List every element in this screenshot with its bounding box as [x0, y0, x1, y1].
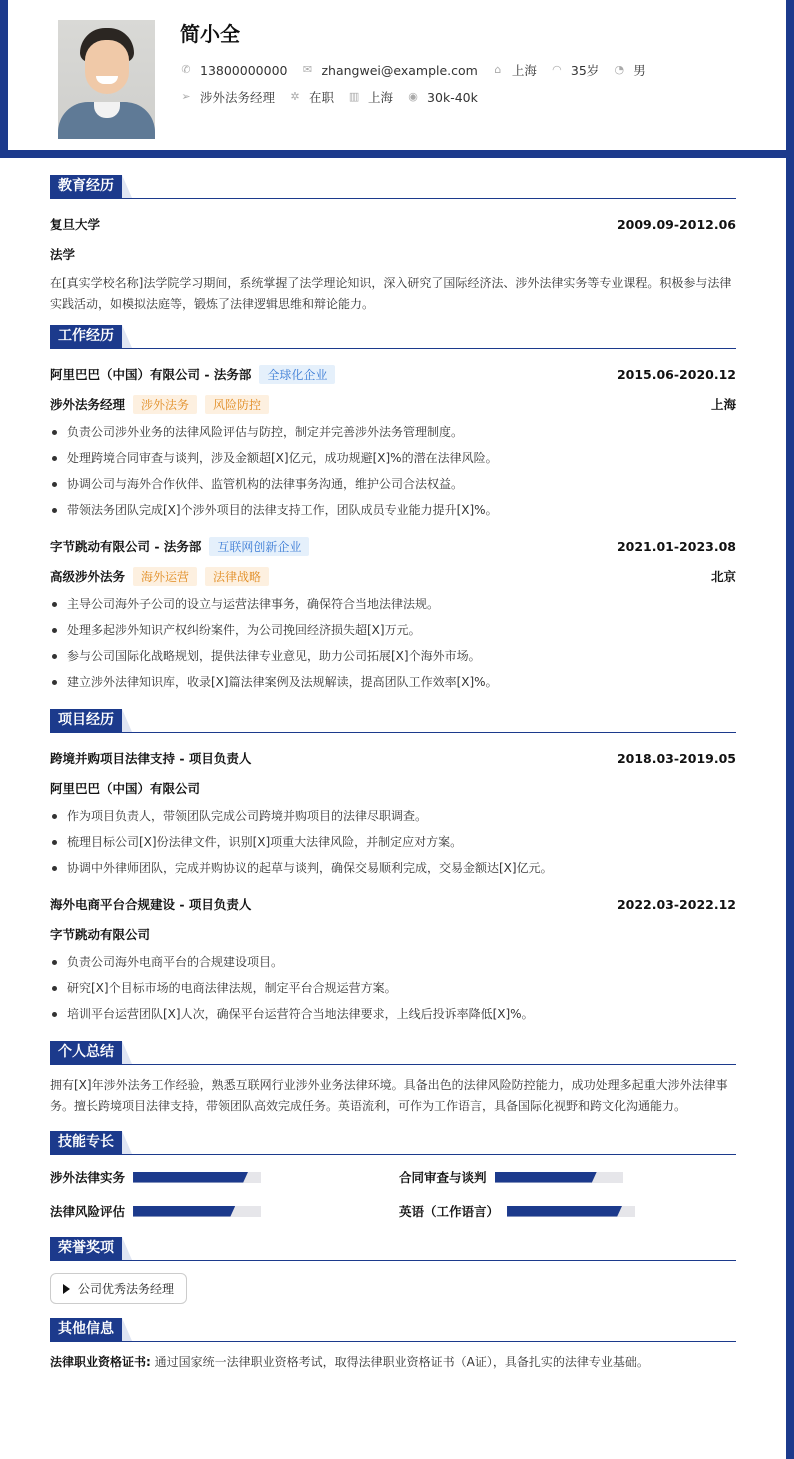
skill-item — [399, 1165, 736, 1189]
skill-name: 合同审查与谈判 — [399, 1170, 487, 1185]
age: 35岁 — [570, 63, 600, 78]
list-item: 参与公司国际化战略规划，提供法律专业意见，助力公司拓展[X]个海外市场。 — [50, 643, 736, 669]
summary-text: 拥有[X]年涉外法务工作经验，熟悉互联网行业涉外业务法律环境。具备出色的法律风险防控能力，成功处理多起重大涉外法律事务。擅长跨境项目法律支持，带领团队高效完成任务。英语流利，可作为工作语言，具备国际化视野和跨文化沟通能力。 — [50, 1078, 728, 1113]
company-name: 字节跳动有限公司 - 法务部 — [50, 538, 202, 554]
list-item: 负责公司海外电商平台的合规建设项目。 — [50, 949, 736, 975]
list-item: 处理多起涉外知识产权纠纷案件，为公司挽回经济损失超[X]万元。 — [50, 617, 736, 643]
skill-name: 法律风险评估 — [50, 1204, 126, 1219]
header-frame-bottom — [0, 150, 794, 158]
skill-bar — [495, 1172, 623, 1183]
job-tag: 法律战略 — [205, 567, 269, 586]
job-tag: 涉外法务 — [133, 395, 197, 414]
skill-bar — [507, 1206, 635, 1217]
project-period: 2018.03-2019.05 — [616, 750, 736, 766]
section-other — [50, 1318, 736, 1342]
email: zhangwei@example.com — [321, 62, 478, 78]
page-frame-right — [786, 0, 794, 1459]
list-item: 协调中外律师团队，完成并购协议的起草与谈判，确保交易顺利完成，交易金额达[X]亿元。 — [50, 855, 736, 881]
job-tag: 海外运营 — [133, 567, 197, 586]
section-education — [50, 175, 736, 199]
building-icon: ▥ — [348, 90, 360, 103]
other-info — [50, 1352, 736, 1373]
skill-bar-fill — [507, 1206, 622, 1217]
skill-bar — [133, 1206, 261, 1217]
project-name: 海外电商平台合规建设 - 项目负责人 — [50, 897, 252, 912]
skill-bar-fill — [495, 1172, 597, 1183]
work-entry — [50, 531, 736, 695]
work-city: 北京 — [710, 569, 736, 584]
project-entry — [50, 743, 736, 881]
school-name: 复旦大学 — [50, 217, 101, 232]
list-item: 建立涉外法律知识库，收录[X]篇法律案例及法规解读，提高团队工作效率[X]%。 — [50, 669, 736, 695]
section-awards — [50, 1237, 736, 1261]
skill-name: 英语（工作语言） — [399, 1204, 500, 1219]
skill-item — [50, 1199, 399, 1223]
project-company: 阿里巴巴（中国）有限公司 — [50, 781, 201, 796]
skill-item — [399, 1199, 736, 1223]
contact-row — [180, 61, 660, 79]
project-period: 2022.03-2022.12 — [616, 896, 736, 912]
list-item: 处理跨境合同审查与谈判，涉及金额超[X]亿元，成功规避[X]%的潜在法律风险。 — [50, 445, 736, 471]
home-icon: ⌂ — [494, 63, 502, 76]
section-title: 教育经历 — [50, 175, 122, 198]
candidate-name: 简小全 — [180, 22, 240, 46]
work-bullets — [50, 591, 736, 695]
play-icon — [63, 1284, 70, 1294]
section-skills — [50, 1131, 736, 1155]
job-title: 涉外法务经理 — [50, 396, 126, 412]
company-tag: 互联网创新企业 — [209, 537, 309, 556]
resume-header — [8, 0, 786, 150]
education-period: 2009.09-2012.06 — [616, 216, 736, 232]
company-tag: 全球化企业 — [259, 365, 335, 384]
target-city: 上海 — [368, 90, 394, 105]
resume-body — [50, 175, 736, 1383]
salary: 30k-40k — [427, 89, 478, 105]
work-period: 2015.06-2020.12 — [616, 366, 736, 382]
gender-icon: ◔ — [614, 63, 625, 76]
list-item: 负责公司涉外业务的法律风险评估与防控，制定并完善涉外法务管理制度。 — [50, 419, 736, 445]
avatar — [58, 20, 155, 139]
list-item: 协调公司与海外合作伙伴、监管机构的法律事务沟通，维护公司合法权益。 — [50, 471, 736, 497]
target-position: 涉外法务经理 — [200, 90, 276, 105]
skill-bar-fill — [133, 1172, 248, 1183]
project-name: 跨境并购项目法律支持 - 项目负责人 — [50, 751, 252, 766]
list-item: 研究[X]个目标市场的电商法律法规，制定平台合规运营方案。 — [50, 975, 736, 1001]
section-title: 项目经历 — [50, 709, 122, 732]
section-title: 其他信息 — [50, 1318, 122, 1341]
salary-icon: ◉ — [408, 90, 418, 103]
work-entry — [50, 359, 736, 523]
section-projects — [50, 709, 736, 733]
project-bullets — [50, 949, 736, 1027]
job-tag: 风险防控 — [205, 395, 269, 414]
major: 法学 — [50, 247, 76, 262]
send-icon: ➢ — [181, 90, 191, 103]
award-item[interactable] — [50, 1273, 187, 1304]
list-item: 主导公司海外子公司的设立与运营法律事务，确保符合当地法律法规。 — [50, 591, 736, 617]
header-frame-left — [0, 0, 8, 158]
project-bullets — [50, 803, 736, 881]
skill-bar — [133, 1172, 261, 1183]
other-label: 法律职业资格证书: — [50, 1355, 151, 1369]
list-item: 梳理目标公司[X]份法律文件，识别[X]项重大法律风险，并制定应对方案。 — [50, 829, 736, 855]
work-bullets — [50, 419, 736, 523]
section-title: 技能专长 — [50, 1131, 122, 1154]
project-company: 字节跳动有限公司 — [50, 927, 151, 942]
list-item: 带领法务团队完成[X]个涉外项目的法律支持工作，团队成员专业能力提升[X]%。 — [50, 497, 736, 523]
location: 上海 — [511, 63, 537, 78]
job-title: 高级涉外法务 — [50, 568, 126, 584]
other-text: 通过国家统一法律职业资格考试，取得法律职业资格证书（A证），具备扎实的法律专业基础。 — [154, 1355, 649, 1369]
list-item: 培训平台运营团队[X]人次，确保平台运营符合当地法律要求，上线后投诉率降低[X]%。 — [50, 1001, 736, 1027]
age-icon: ◠ — [552, 63, 562, 76]
skill-item — [50, 1165, 399, 1189]
work-period: 2021.01-2023.08 — [616, 538, 736, 554]
phone-icon: ✆ — [181, 63, 191, 76]
education-description: 在[真实学校名称]法学院学习期间，系统掌握了法学理论知识，深入研究了国际经济法、涉外法律实务等专业课程。积极参与法律实践活动，如模拟法庭等，锻炼了法律逻辑思维和辩论能力。 — [50, 276, 732, 311]
work-city: 上海 — [710, 397, 736, 412]
mail-icon: ✉ — [302, 63, 313, 76]
section-title: 工作经历 — [50, 325, 122, 348]
list-item: 作为项目负责人，带领团队完成公司跨境并购项目的法律尽职调查。 — [50, 803, 736, 829]
job-intent-row — [180, 88, 492, 106]
project-entry — [50, 889, 736, 1027]
gender: 男 — [633, 63, 646, 78]
section-title: 荣誉奖项 — [50, 1237, 122, 1260]
skill-bar-fill — [133, 1206, 235, 1217]
skills-grid — [50, 1165, 736, 1223]
phone: 13800000000 — [200, 62, 288, 78]
company-name: 阿里巴巴（中国）有限公司 - 法务部 — [50, 366, 252, 382]
skill-name: 涉外法律实务 — [50, 1170, 126, 1185]
gear-icon: ✲ — [290, 90, 300, 103]
section-work — [50, 325, 736, 349]
section-title: 个人总结 — [50, 1041, 122, 1064]
award-label: 公司优秀法务经理 — [78, 1282, 175, 1296]
job-status: 在职 — [309, 90, 335, 105]
section-summary — [50, 1041, 736, 1065]
